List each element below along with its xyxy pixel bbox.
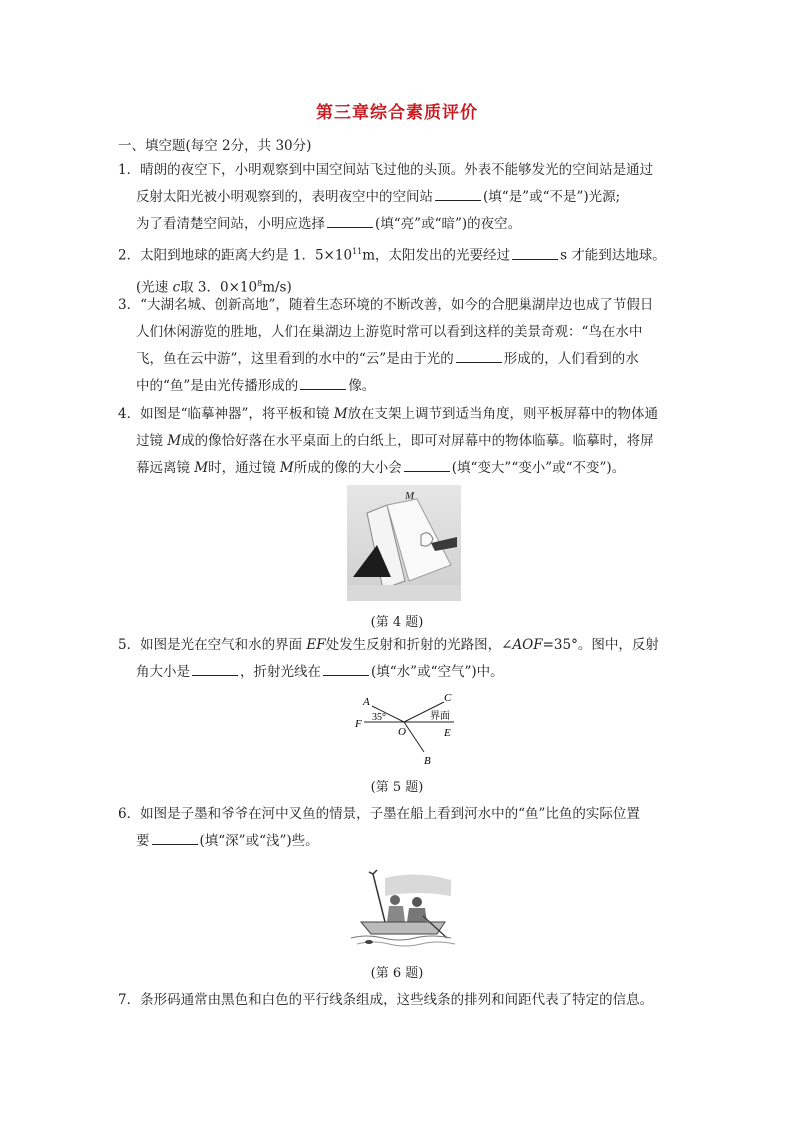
question-5 xyxy=(118,632,678,686)
fish-shape xyxy=(365,940,373,944)
q2-text: m，太阳发出的光要经过 xyxy=(362,247,511,264)
q4-variable: M xyxy=(167,433,182,449)
answer-blank[interactable] xyxy=(192,661,238,676)
q5-text: ，折射光线在 xyxy=(240,664,321,680)
answer-blank[interactable] xyxy=(512,245,558,260)
question-3 xyxy=(118,292,678,400)
section-heading: 一、填空题(每空 2分，共 30分) xyxy=(118,138,312,154)
distant-shore xyxy=(385,874,451,896)
fishing-boat-figure xyxy=(347,866,459,950)
q4-text: 4．如图是“临摹神器”，将平板和镜 xyxy=(118,406,334,422)
tracing-device-figure xyxy=(347,485,461,601)
q3-line-3 xyxy=(118,346,678,373)
q4-text: 幕远离镜 xyxy=(136,460,195,476)
light-path-diagram xyxy=(350,688,462,768)
mirror-label: M xyxy=(405,490,415,502)
q5-variable: AOF xyxy=(512,637,543,653)
q2-exponent: 11 xyxy=(352,247,363,256)
q6-line-1: 6．如图是子墨和爷爷在河中叉鱼的情景，子墨在船上看到河水中的“鱼”比鱼的实际位置 xyxy=(118,806,640,822)
label-f: F xyxy=(355,718,362,730)
q4-variable: M xyxy=(333,406,348,422)
q2-text: m/s) xyxy=(262,279,292,295)
figure-5-caption: (第 5 题) xyxy=(370,780,424,795)
q3-line-2: 人们休闲游览的胜地，人们在巢湖边上游览时常可以看到这样的美景奇观：“鸟在水中 xyxy=(136,324,643,340)
label-o: O xyxy=(398,726,406,738)
q5-variable: EF xyxy=(306,637,326,653)
q4-line-1 xyxy=(118,401,678,428)
q1-line-3 xyxy=(118,211,678,238)
q5-text: =35°。图中，反射 xyxy=(542,637,659,653)
child-head xyxy=(390,895,400,905)
q4-text: 成的像恰好落在水平桌面上的白纸上，即可对屏幕中的物体临摹。临摹时，将屏 xyxy=(181,433,654,449)
label-e: E xyxy=(444,727,451,739)
grandpa-body xyxy=(407,908,427,922)
q2-text: 2．太阳到地球的距离大约是 1．5×10 xyxy=(118,247,353,264)
label-a: A xyxy=(363,696,370,708)
q1-text: 反射太阳光被小明观察到的，表明夜空中的空间站 xyxy=(136,189,433,205)
q7-line-1: 7．条形码通常由黑色和白色的平行线条组成，这些线条的排列和间距代表了特定的信息。 xyxy=(118,992,654,1008)
question-4 xyxy=(118,401,678,482)
answer-blank[interactable] xyxy=(327,213,373,228)
answer-blank[interactable] xyxy=(323,661,369,676)
q4-text: (填“变大”“变小”或“不变”)。 xyxy=(451,460,626,476)
boat-hull xyxy=(361,922,445,934)
question-7 xyxy=(118,987,678,1014)
q5-text: 角大小是 xyxy=(136,664,190,680)
q1-text: 为了看清楚空间站，小明应选择 xyxy=(136,216,325,232)
q3-text: 像。 xyxy=(348,378,376,394)
answer-blank[interactable] xyxy=(152,830,198,845)
q1-text: (填“是”或“不是”)光源; xyxy=(483,189,621,205)
q6-line-2 xyxy=(118,828,678,855)
q2-text: (光速 xyxy=(136,279,173,295)
q2-exponent: 8 xyxy=(257,278,263,288)
q3-line-4 xyxy=(118,373,678,400)
q1-text: (填“亮”或“暗”)的夜空。 xyxy=(375,216,522,232)
q3-line-1: 3．“大湖名城、创新高地”，随着生态环境的不断改善，如今的合肥巢湖岸边也成了节假日 xyxy=(118,297,654,313)
q5-text: 5．如图是光在空气和水的界面 xyxy=(118,637,307,653)
grandpa-head xyxy=(412,897,422,907)
answer-blank[interactable] xyxy=(456,348,502,363)
q4-text: 放在支架上调节到适当角度，则平板屏幕中的物体通 xyxy=(347,406,659,422)
q4-variable: M xyxy=(279,460,294,476)
q4-text: 所成的像的大小会 xyxy=(293,460,402,476)
answer-blank[interactable] xyxy=(435,186,481,201)
q2-text: s 才能到达地球。 xyxy=(560,247,666,264)
figure-4-caption: (第 4 题) xyxy=(370,615,424,630)
answer-blank[interactable] xyxy=(300,375,346,390)
q5-text: (填“水”或“空气”)中。 xyxy=(371,664,504,680)
child-body xyxy=(387,906,405,922)
angle-label: 35° xyxy=(372,712,386,723)
q1-line-1: 1．晴朗的夜空下，小明观察到中国空间站飞过他的头顶。外表不能够发光的空间站是通过 xyxy=(118,162,654,178)
ray-ob xyxy=(404,722,424,752)
q3-text: 中的“鱼”是由光传播形成的 xyxy=(136,378,299,394)
q2-line-1 xyxy=(118,238,678,270)
question-6 xyxy=(118,801,678,855)
question-1 xyxy=(118,157,678,238)
q4-text: 时，通过镜 xyxy=(208,460,280,476)
q3-text: 形成的，人们看到的水 xyxy=(503,351,639,367)
q4-text: 过镜 xyxy=(136,433,168,449)
q6-text: (填“深”或“浅”)些。 xyxy=(199,833,319,849)
page-title: 第三章综合素质评价 xyxy=(316,103,478,123)
q5-line-2 xyxy=(118,659,678,686)
q6-text: 要 xyxy=(136,833,150,849)
interface-label: 界面 xyxy=(430,711,450,722)
figure-6-caption: (第 6 题) xyxy=(370,966,424,981)
q2-variable: c xyxy=(172,279,181,295)
answer-blank[interactable] xyxy=(404,457,450,472)
q1-line-2 xyxy=(118,184,678,211)
label-c: C xyxy=(444,692,452,704)
q5-text: 处发生反射和折射的光路图，∠ xyxy=(325,637,513,653)
q4-line-2 xyxy=(118,428,678,455)
label-b: B xyxy=(424,755,431,767)
q4-variable: M xyxy=(194,460,209,476)
q3-text: 飞，鱼在云中游”，这里看到的水中的“云”是由于光的 xyxy=(136,351,454,367)
q4-line-3 xyxy=(118,455,678,482)
table-surface xyxy=(347,585,461,601)
q2-text: 取 3．0×10 xyxy=(180,279,258,295)
q5-line-1 xyxy=(118,632,678,659)
